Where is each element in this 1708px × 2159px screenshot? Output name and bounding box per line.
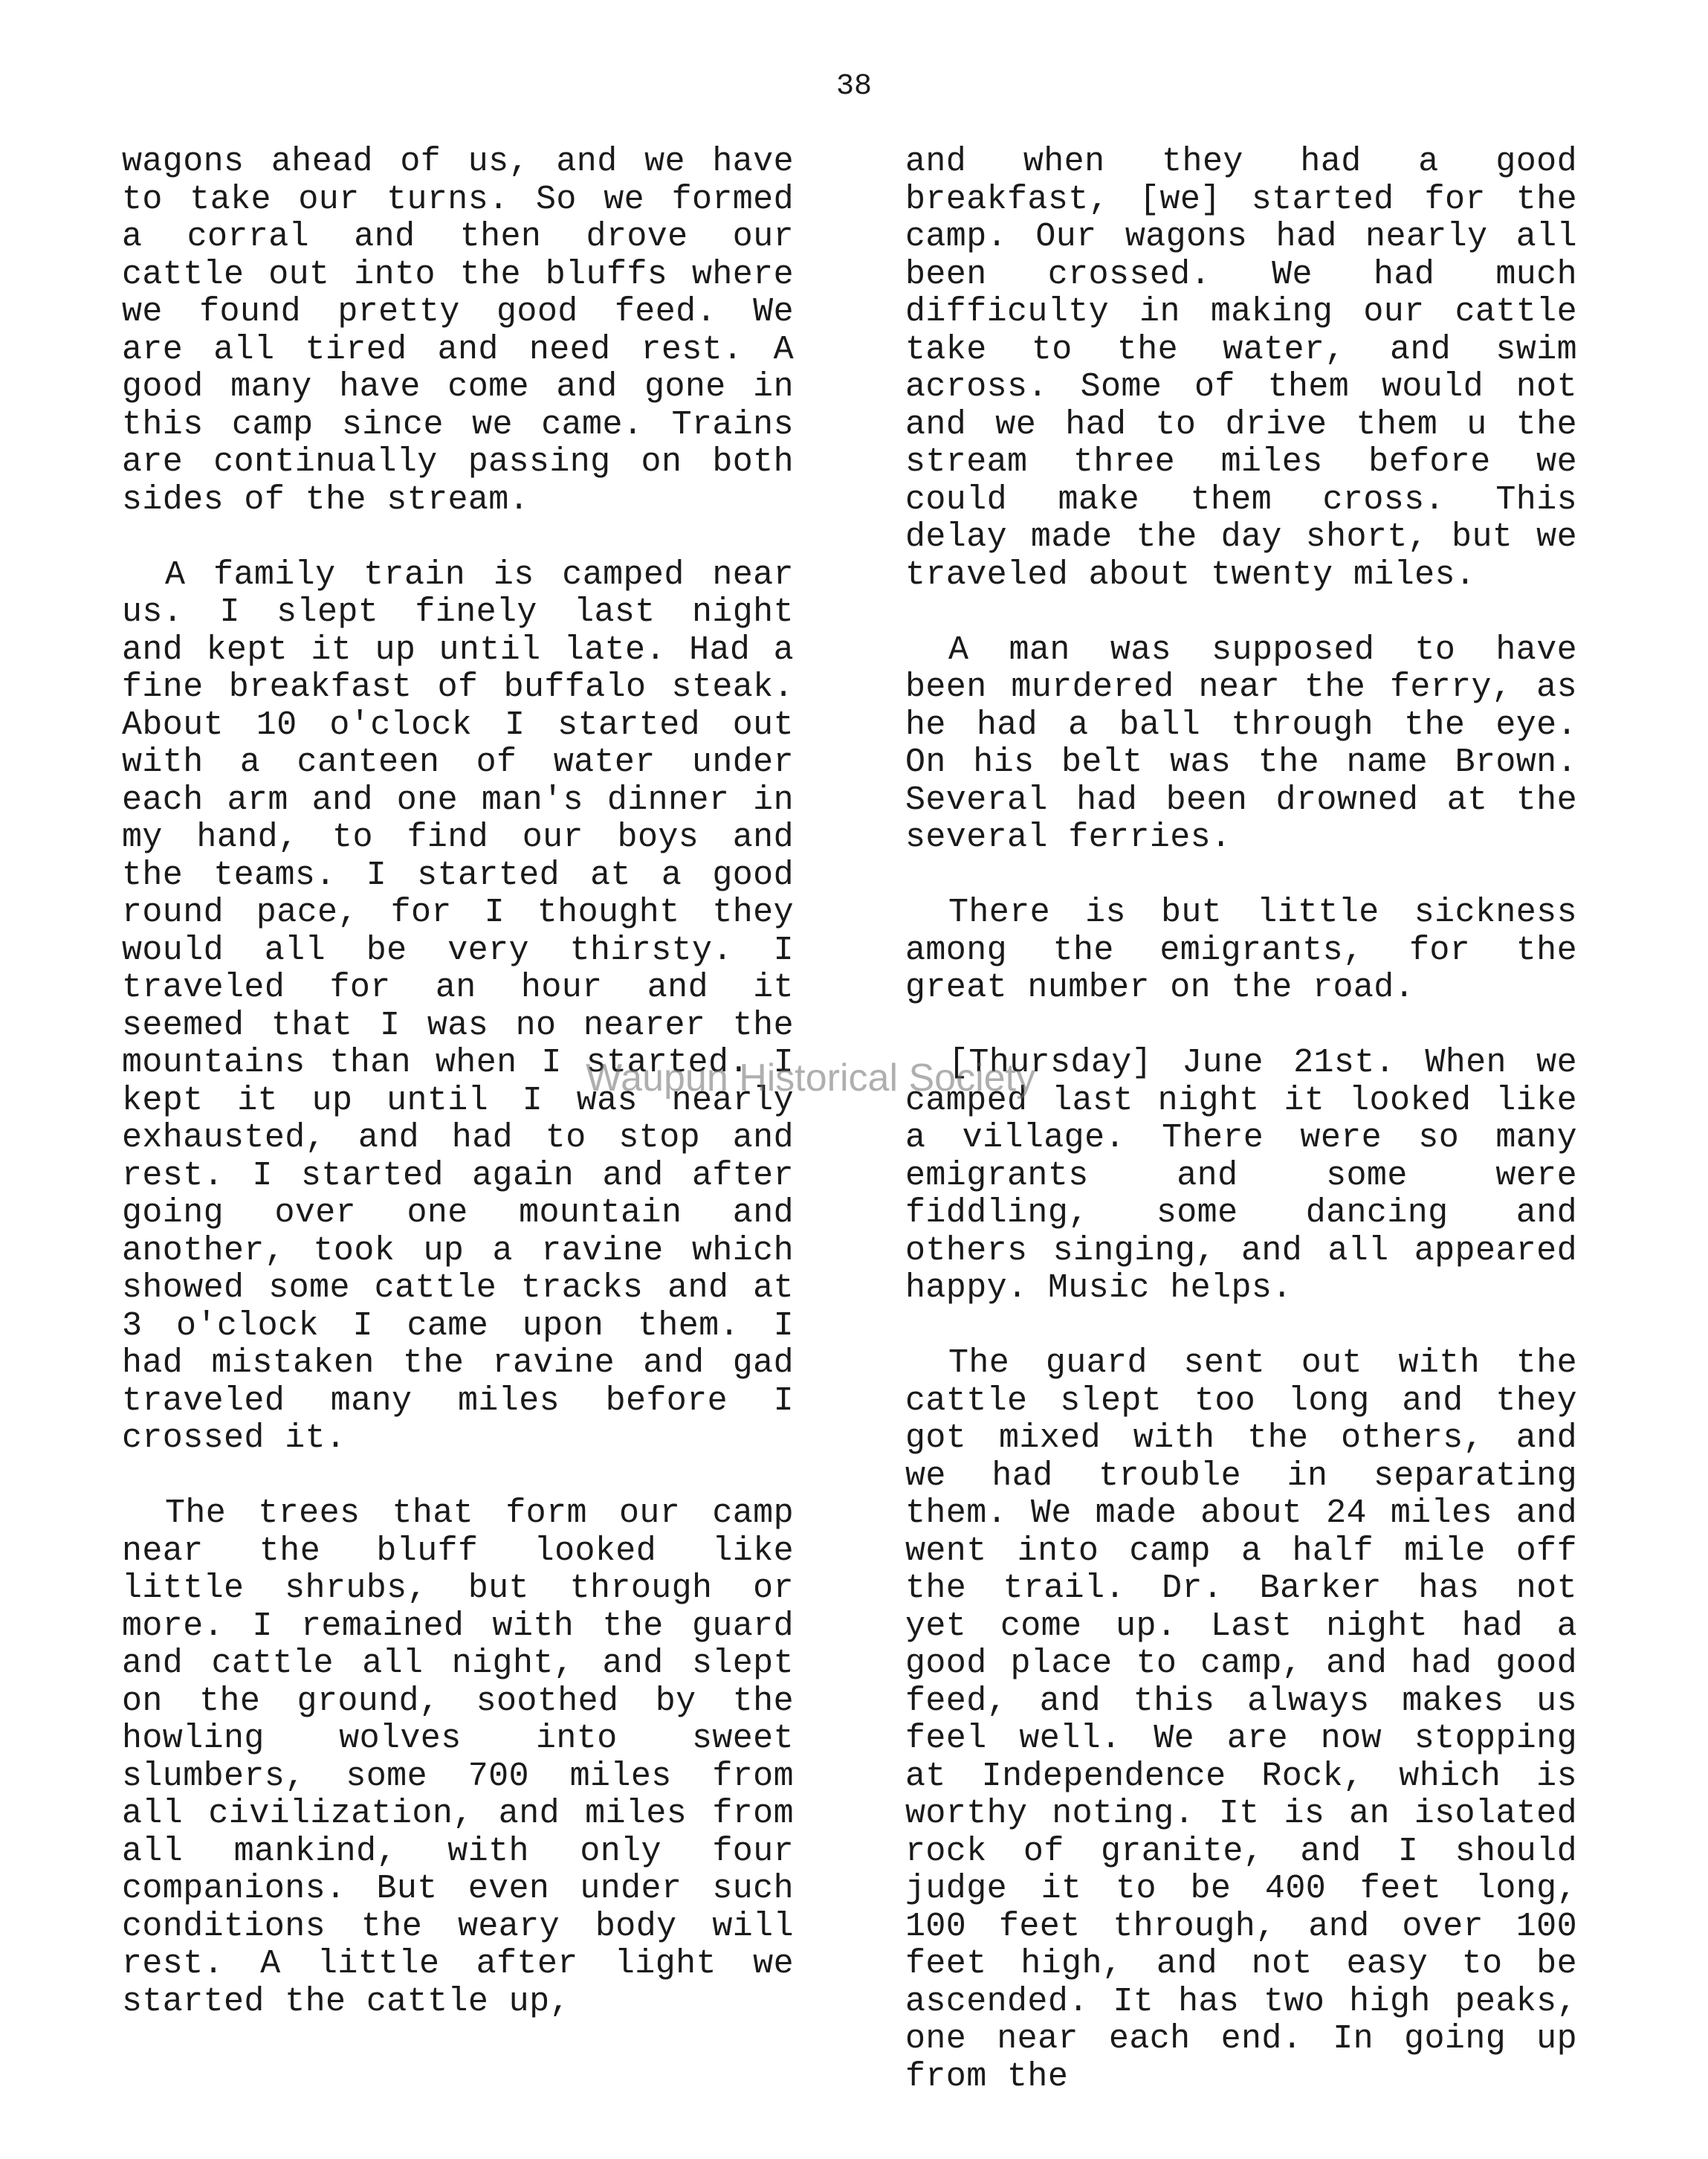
watermark: Waupun Historical Society — [586, 1056, 1035, 1100]
page-number: 38 — [835, 70, 872, 103]
paragraph: There is but little sickness among the emigrants, for the great number on the road. — [905, 894, 1577, 1007]
paragraph: The guard sent out with the cattle slept too long and they got mixed with the others, and we had trouble in separating them. We made about 24 miles and went into camp a half mile off the trail. Dr. Barker has not yet come up. Last night had a good place to camp, and had good feed, and this always makes us feel well. We are now stopping at Independence Rock, which is worthy noting. It is an isolated rock of granite, and I should judge it to be 400 feet long, 100 feet through, and over 100 feet high, and not easy to be ascended. It has two high peaks, one near each end. In going up from the — [905, 1344, 1577, 2096]
paragraph: and when they had a good breakfast, [we] started for the camp. Our wagons had nearly all been crossed. We had much difficulty in making our cattle take to the water, and swim across. Some of them would not and we had to drive them u the stream three miles before we could make them cross. This delay made the day short, but we traveled about twenty miles. — [905, 143, 1577, 594]
paragraph: [Thursday] June 21st. When we camped last night it looked like a village. There were so many emigrants and some were fiddling, some dancing and others singing, and all appeared happy. Music helps. — [905, 1044, 1577, 1307]
paragraph: A man was supposed to have been murdered near the ferry, as he had a ball through the eye. On his belt was the name Brown. Several had been drowned at the several ferries. — [905, 630, 1577, 856]
left-column — [122, 143, 794, 2059]
right-column — [905, 143, 1577, 2134]
paragraph: wagons ahead of us, and we have to take our turns. So we formed a corral and then drove our cattle out into the bluffs where we found pretty good feed. We are all tired and need rest. A good many have come and gone in this camp since we came. Trains are continually passing on both sides of the stream. — [122, 143, 794, 519]
paragraph: The trees that form our camp near the bluff looked like little shrubs, but through or more. I remained with the guard and cattle all night, and slept on the ground, soothed by the howling wolves into sweet slumbers, some 700 miles from all civilization, and miles from all mankind, with only four companions. But even under such conditions the weary body will rest. A little after light we started the cattle up, — [122, 1494, 794, 2021]
paragraph: A family train is camped near us. I slept finely last night and kept it up until late. Had a fine breakfast of buffalo steak. About 10 o'clock I started out with a canteen of water under each arm and one man's dinner in my hand, to find our boys and the teams. I started at a good round pace, for I thought they would all be very thirsty. I traveled for an hour and it seemed that I was no nearer the mountains than when I started. I kept it up until I was nearly exhausted, and had to stop and rest. I started again and after going over one mountain and another, took up a ravine which showed some cattle tracks and at 3 o'clock I came upon them. I had mistaken the ravine and gad traveled many miles before I crossed it. — [122, 555, 794, 1457]
